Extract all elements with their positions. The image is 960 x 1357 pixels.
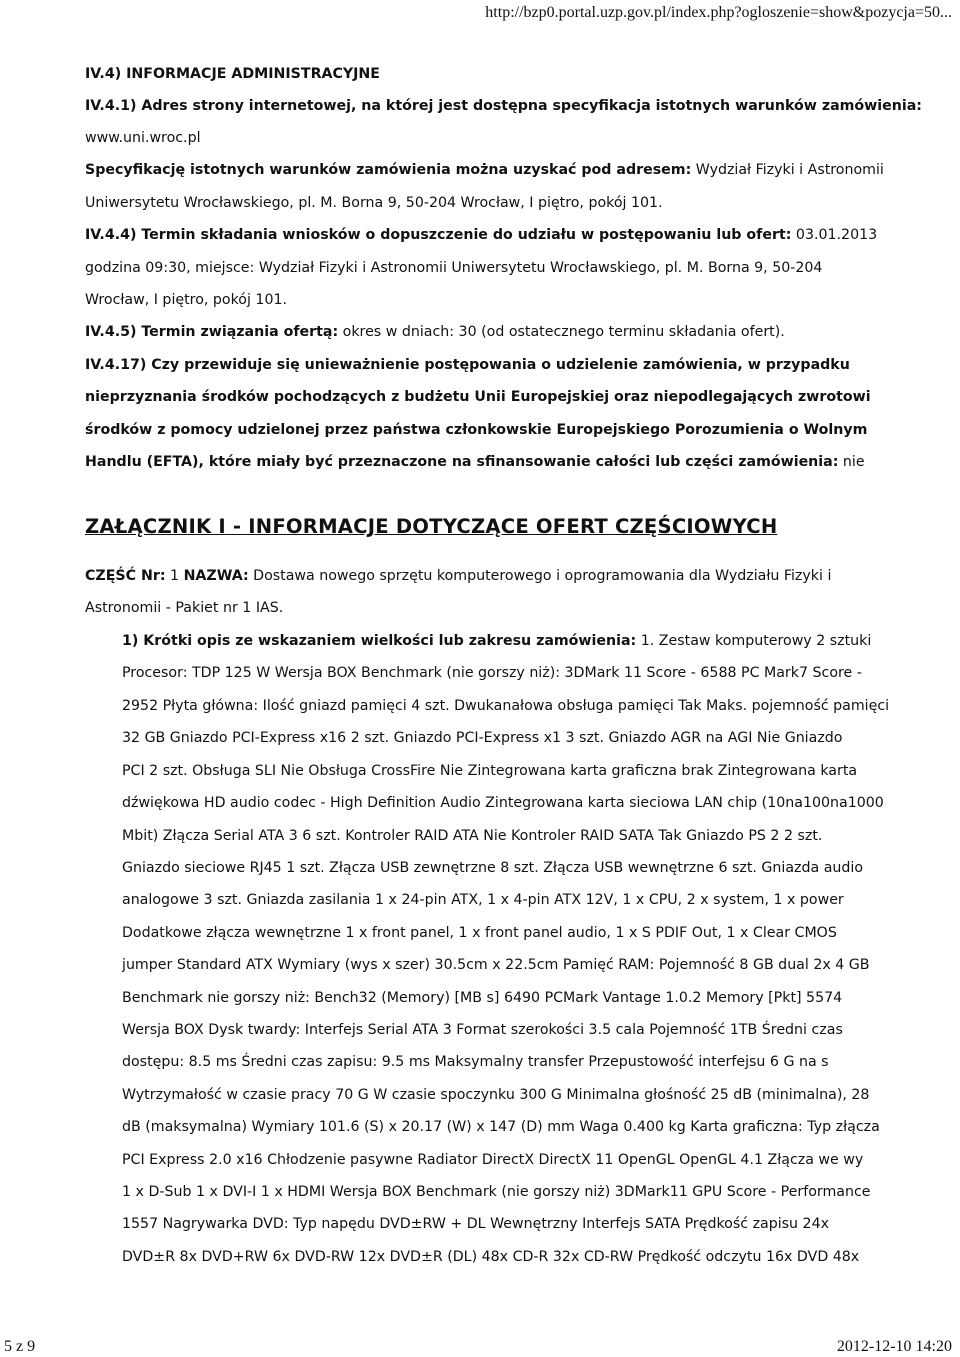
desc-line: Procesor: TDP 125 W Wersja BOX Benchmark (nie gorszy niż): 3DMark 11 Score - 6588 PC Mark7 Score - bbox=[122, 665, 862, 681]
desc-line: 1557 Nagrywarka DVD: Typ napędu DVD±RW + DL Wewnętrzny Interfejs SATA Prędkość zapisu 24x bbox=[122, 1216, 829, 1232]
desc-line: Benchmark nie gorszy niż: Bench32 (Memory) [MB s] 6490 PCMark Vantage 1.0.2 Memory [Pkt] 5574 bbox=[122, 990, 843, 1006]
desc-line: dB (maksymalna) Wymiary 101.6 (S) x 20.17 (W) x 147 (D) mm Waga 0.400 kg Karta graficzna: Typ złącza bbox=[122, 1119, 880, 1135]
desc-line: 32 GB Gniazdo PCI-Express x16 2 szt. Gniazdo PCI-Express x1 3 szt. Gniazdo AGR na AGI Nie Gniazdo bbox=[122, 730, 843, 746]
part-name-cont: Astronomii - Pakiet nr 1 IAS. bbox=[85, 600, 284, 616]
desc-line: dźwiękowa HD audio codec - High Definition Audio Zintegrowana karta sieciowa LAN chip (10na100na1000 bbox=[122, 795, 884, 811]
page-number: 5 z 9 bbox=[4, 1338, 36, 1355]
print-datetime: 2012-12-10 14:20 bbox=[836, 1338, 952, 1355]
iv45-binding: IV.4.5) Termin związania ofertą: okres w dniach: 30 (od ostatecznego terminu składania ofert). bbox=[85, 324, 785, 340]
iv417-line-1: IV.4.17) Czy przewiduje się unieważnienie postępowania o udzielenie zamówienia, w przypadku bbox=[85, 357, 850, 373]
iv417-line-2: nieprzyznania środków pochodzących z budżetu Unii Europejskiej oraz niepodlegających zwrotowi bbox=[85, 389, 871, 405]
spec-address: Specyfikację istotnych warunków zamówienia można uzyskać pod adresem: Wydział Fizyki i Astronomii bbox=[85, 162, 884, 178]
spec-address-cont: Uniwersytetu Wrocławskiego, pl. M. Borna 9, 50-204 Wrocław, I piętro, pokój 101. bbox=[85, 195, 663, 211]
iv44-place: godzina 09:30, miejsce: Wydział Fizyki i Astronomii Uniwersytetu Wrocławskiego, pl. M. Borna 9, 50-204 bbox=[85, 260, 823, 276]
desc-line: analogowe 3 szt. Gniazda zasilania 1 x 24-pin ATX, 1 x 4-pin ATX 12V, 1 x CPU, 2 x system, 1 x power bbox=[122, 892, 844, 908]
desc-line: Gniazdo sieciowe RJ45 1 szt. Złącza USB zewnętrzne 8 szt. Złącza USB wewnętrzne 6 szt. Gniazda audio bbox=[122, 860, 864, 876]
part-name: CZĘŚĆ Nr: 1 NAZWA: Dostawa nowego sprzętu komputerowego i oprogramowania dla Wydziału Fizyki i bbox=[85, 568, 832, 584]
iv417-line-4: Handlu (EFTA), które miały być przeznaczone na sfinansowanie całości lub części zamówienia: nie bbox=[85, 454, 865, 470]
desc-line: 1 x D-Sub 1 x DVI-I 1 x HDMI Wersja BOX Benchmark (nie gorszy niż) 3DMark11 GPU Score - Performance bbox=[122, 1184, 871, 1200]
section-title: IV.4) INFORMACJE ADMINISTRACYJNE bbox=[85, 66, 380, 82]
iv44-deadline: IV.4.4) Termin składania wniosków o dopuszczenie do udziału w postępowaniu lub ofert: 03.01.2013 bbox=[85, 227, 878, 243]
iv41-url[interactable]: www.uni.wroc.pl bbox=[85, 130, 201, 146]
desc-line: Wytrzymałość w czasie pracy 70 G W czasie spoczynku 300 G Minimalna głośność 25 dB (minimalna), 28 bbox=[122, 1087, 870, 1103]
desc-line: Wersja BOX Dysk twardy: Interfejs Serial ATA 3 Format szerokości 3.5 cala Pojemność 1TB Średni czas bbox=[122, 1022, 843, 1038]
desc-line: DVD±R 8x DVD+RW 6x DVD-RW 12x DVD±R (DL) 48x CD-R 32x CD-RW Prędkość odczytu 16x DVD 48x bbox=[122, 1249, 860, 1265]
iv41-label: IV.4.1) Adres strony internetowej, na której jest dostępna specyfikacja istotnych warunków zamówienia: bbox=[85, 98, 922, 114]
desc-line: Dodatkowe złącza wewnętrzne 1 x front panel, 1 x front panel audio, 1 x S PDIF Out, 1 x Clear CMOS bbox=[122, 925, 837, 941]
desc-line: PCI 2 szt. Obsługa SLI Nie Obsługa CrossFire Nie Zintegrowana karta graficzna brak Zintegrowana karta bbox=[122, 763, 858, 779]
iv44-place-cont: Wrocław, I piętro, pokój 101. bbox=[85, 292, 288, 308]
desc-line: Mbit) Złącza Serial ATA 3 6 szt. Kontroler RAID ATA Nie Kontroler RAID SATA Tak Gniazdo PS 2 2 szt. bbox=[122, 828, 823, 844]
attachment-title: ZAŁĄCZNIK I - INFORMACJE DOTYCZĄCE OFERT CZĘŚCIOWYCH bbox=[85, 515, 778, 538]
iv417-line-3: środków z pomocy udzielonej przez państwa członkowskie Europejskiego Porozumienia o Wolnym bbox=[85, 422, 868, 438]
desc-heading: 1) Krótki opis ze wskazaniem wielkości lub zakresu zamówienia: 1. Zestaw komputerowy 2 sztuki bbox=[122, 633, 872, 649]
desc-line: jumper Standard ATX Wymiary (wys x szer) 30.5cm x 22.5cm Pamięć RAM: Pojemność 8 GB dual 2x 4 GB bbox=[122, 957, 870, 973]
page-url: http://bzp0.portal.uzp.gov.pl/index.php?ogloszenie=show&pozycja=50... bbox=[485, 4, 952, 21]
desc-line: 2952 Płyta główna: Ilość gniazd pamięci 4 szt. Dwukanałowa obsługa pamięci Tak Maks. pojemność pamięci bbox=[122, 698, 890, 714]
desc-line: dostępu: 8.5 ms Średni czas zapisu: 9.5 ms Maksymalny transfer Przepustowość interfejsu 6 G na s bbox=[122, 1054, 829, 1070]
desc-line: PCI Express 2.0 x16 Chłodzenie pasywne Radiator DirectX DirectX 11 OpenGL OpenGL 4.1 Złącza we wy bbox=[122, 1152, 864, 1168]
